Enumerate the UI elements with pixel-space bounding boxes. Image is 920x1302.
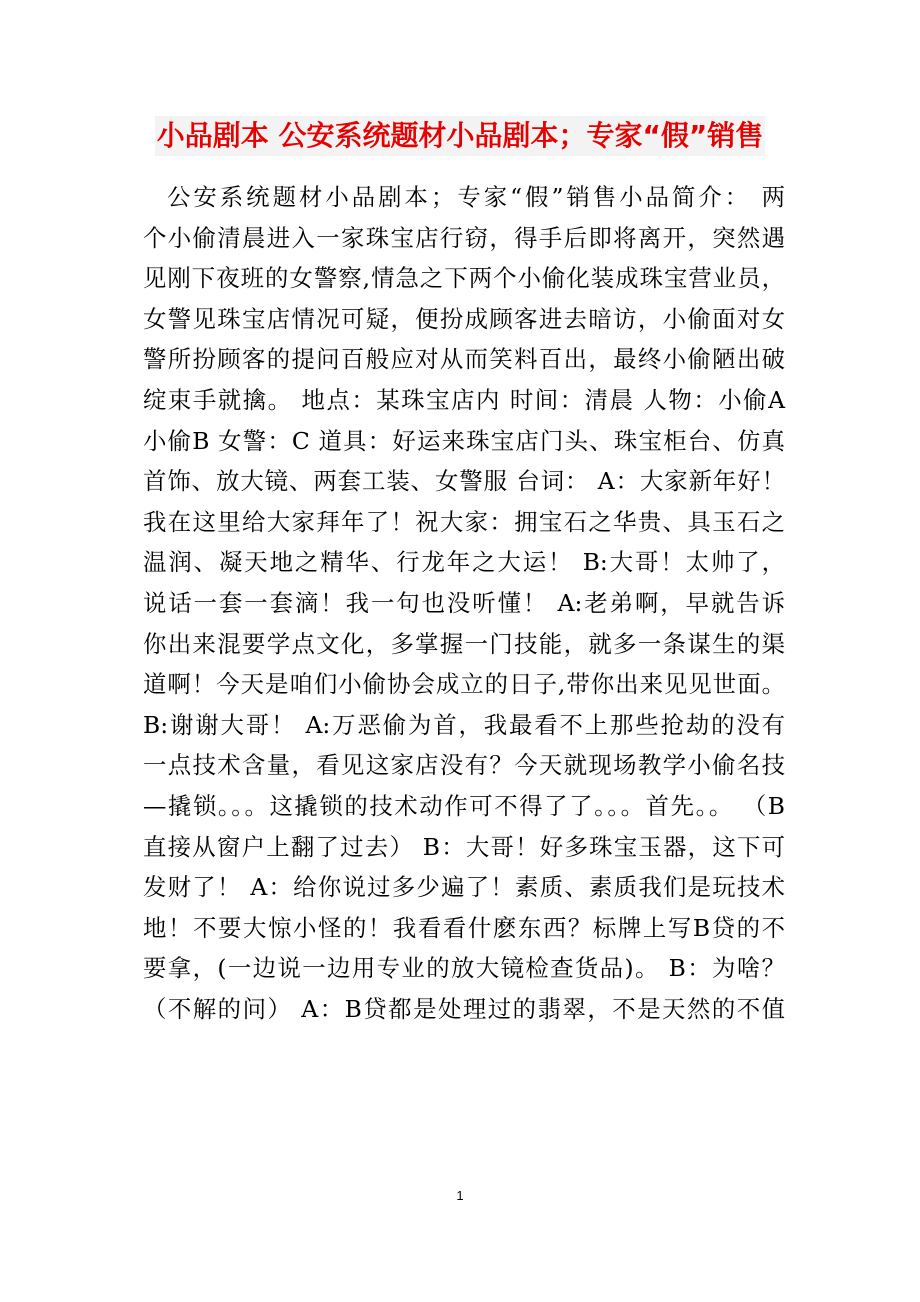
body-line: 我在这里给大家拜年了！祝大家：拥宝石之华贵、具玉石之 <box>143 507 785 536</box>
body-line: B:谢谢大哥！ A:万恶偷为首，我最看不上那些抢劫的没有 <box>143 710 785 739</box>
body-line: 一点技术含量，看见这家店没有？今天就现场教学小偷名技 <box>143 751 785 780</box>
body-line: 小偷B 女警：C 道具：好运来珠宝店门头、珠宝柜台、仿真 <box>143 426 785 455</box>
body-line: 发财了！ A：给你说过多少遍了！素质、素质我们是玩技术 <box>143 873 785 902</box>
body-line: 女警见珠宝店情况可疑，便扮成顾客进去暗访，小偷面对女 <box>143 304 785 333</box>
body-line: 绽束手就擒。 地点：某珠宝店内 时间：清晨 人物：小偷A <box>143 385 785 414</box>
body-line: 直接从窗户上翻了过去） B：大哥！好多珠宝玉器，这下可 <box>143 832 785 861</box>
body-line: —撬锁。。。这撬锁的技术动作可不得了了。。。首先。。 （B <box>143 791 785 820</box>
body-line: （不解的问） A：B贷都是处理过的翡翠，不是天然的不值 <box>143 994 785 1023</box>
body-line: 地！不要大惊小怪的！我看看什麽东西？标牌上写B贷的不 <box>143 913 785 942</box>
page-number: 1 <box>456 1188 464 1203</box>
body-line: 见刚下夜班的女警察,情急之下两个小偷化装成珠宝营业员， <box>143 264 785 293</box>
body-line: 道啊！今天是咱们小偷协会成立的日子,带你出来见见世面。 <box>143 670 785 699</box>
title-row <box>0 116 920 156</box>
body-line: 你出来混要学点文化，多掌握一门技能，就多一条谋生的渠 <box>143 629 785 658</box>
body-line: 警所扮顾客的提问百般应对从而笑料百出，最终小偷陋出破 <box>143 345 785 374</box>
body-line: 个小偷清晨进入一家珠宝店行窃，得手后即将离开，突然遇 <box>143 223 785 252</box>
body-line: 说话一套一套滴！我一句也没听懂！ A:老弟啊，早就告诉 <box>143 588 785 617</box>
body-line: 温润、凝天地之精华、行龙年之大运！ B:大哥！太帅了， <box>143 548 785 577</box>
document-body <box>143 177 785 1029</box>
body-line: 首饰、放大镜、两套工装、女警服 台词： A：大家新年好！ <box>143 467 785 496</box>
body-line: 要拿，(一边说一边用专业的放大镜检查货品)。 B：为啥？ <box>143 954 785 983</box>
document-title: 小品剧本 公安系统题材小品剧本；专家“假”销售 <box>155 116 766 156</box>
body-line: 公安系统题材小品剧本；专家“假”销售小品简介： 两 <box>167 183 785 211</box>
